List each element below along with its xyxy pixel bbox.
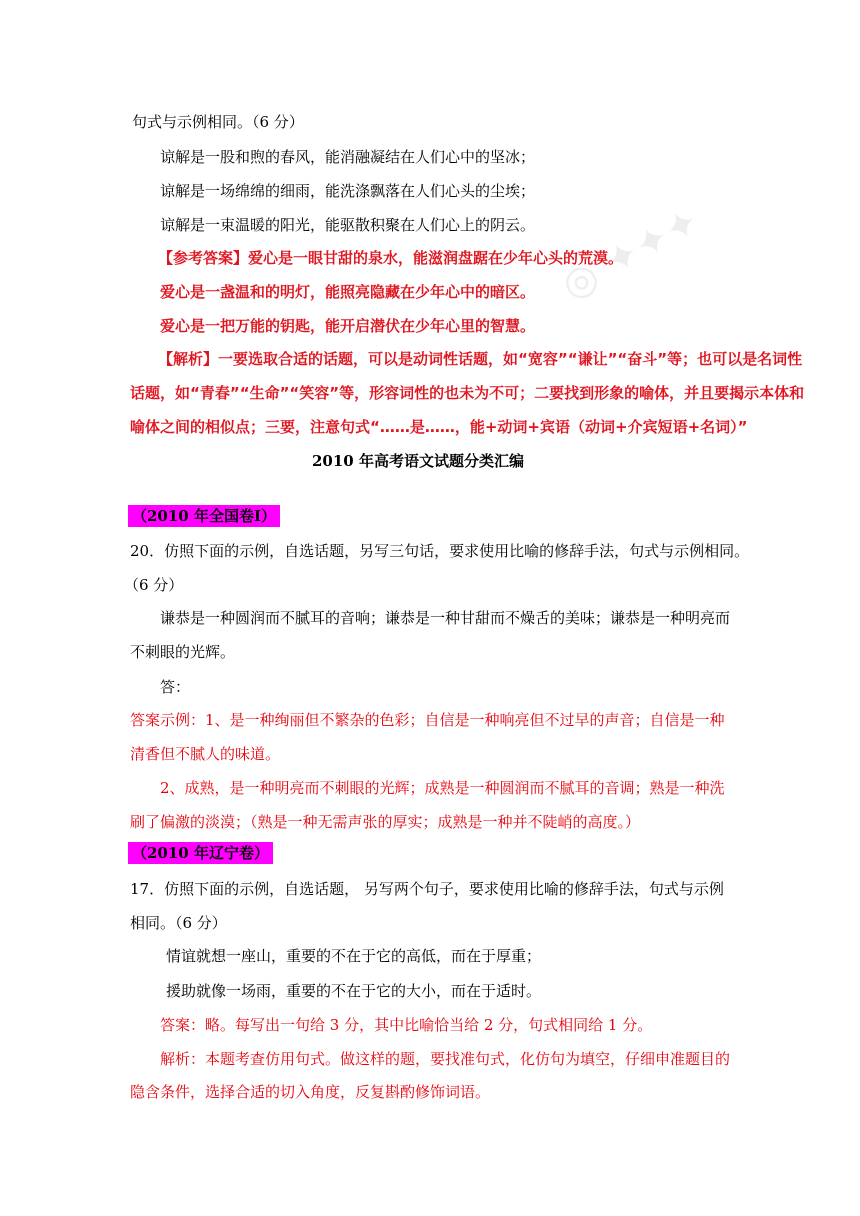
answer-example-2: 清香但不腻人的味道。 — [130, 745, 281, 763]
example-line-2: 谅解是一场绵绵的细雨，能洗涤飘落在人们心头的尘埃； — [160, 182, 536, 200]
reference-answer-3: 爱心是一把万能的钥匙，能开启潜伏在少年心里的智慧。 — [160, 317, 536, 335]
analysis-17-line-2: 隐含条件，选择合适的切入角度，反复斟酌修饰词语。 — [130, 1083, 491, 1101]
question-20-line-1: 20．仿照下面的示例，自选话题，另写三句话，要求使用比喻的修辞手法，句式与示例相同。 — [130, 542, 750, 560]
example-friendship: 情谊就想一座山，重要的不在于它的高低，而在于厚重； — [166, 947, 542, 965]
answer-example-4: 刷了偏激的淡漠；（熟是一种无需声张的厚实；成熟是一种并不陡峭的高度。） — [130, 813, 641, 831]
question-17-line-2: 相同。（6 分） — [130, 914, 227, 932]
example-line-1: 谅解是一股和煦的春风，能消融凝结在人们心中的坚冰； — [160, 148, 536, 166]
analysis-17-line-1: 解析：本题考查仿用句式。做这样的题，要找准句式，化仿句为填空，仔细申准题目的 — [160, 1050, 731, 1068]
source-tag-national-1: （2010 年全国卷Ⅰ） — [128, 505, 280, 527]
question-tail: 句式与示例相同。（6 分） — [132, 113, 304, 131]
analysis-line-2: 话题，如“青春”“生命”“笑容”等，形容词性的也未为不可；二要找到形象的喻体，并且要揭示本体和 — [130, 384, 805, 402]
analysis-line-1: 【解析】一要选取合适的话题，可以是动词性话题，如“宽容”“谦让”“奋斗”等；也可以是名词性 — [158, 350, 803, 368]
section-title: 2010 年高考语文试题分类汇编 — [312, 452, 524, 470]
answer-prompt: 答： — [160, 678, 191, 696]
question-20-line-2: （6 分） — [124, 576, 184, 594]
analysis-line-3: 喻体之间的相似点；三要，注意句式“……是……，能+动词+宾语（动词+介宾短语+名词）” — [130, 418, 748, 436]
answer-example-1: 答案示例：1、是一种绚丽但不繁杂的色彩；自信是一种响亮但不过早的声音；自信是一种 — [130, 711, 725, 729]
answer-scoring: 答案：略。每写出一句给 3 分，其中比喻恰当给 2 分，句式相同给 1 分。 — [160, 1016, 653, 1034]
example-line-3: 谅解是一束温暖的阳光，能驱散积聚在人们心上的阴云。 — [160, 216, 536, 234]
example-modesty-1: 谦恭是一种圆润而不腻耳的音响；谦恭是一种甘甜而不燥舌的美味；谦恭是一种明亮而 — [160, 609, 731, 627]
question-17-line-1: 17．仿照下面的示例，自选话题， 另写两个句子，要求使用比喻的修辞手法，句式与示例 — [130, 880, 724, 898]
reference-answer-1: 【参考答案】爱心是一眼甘甜的泉水，能滋润盘踞在少年心头的荒漠。 — [158, 249, 624, 267]
example-aid: 援助就像一场雨，重要的不在于它的大小，而在于适时。 — [166, 982, 542, 1000]
watermark-logo: ◎ ✦✦✦ — [554, 198, 708, 309]
reference-answer-2: 爱心是一盏温和的明灯，能照亮隐藏在少年心中的暗区。 — [160, 283, 536, 301]
example-modesty-2: 不刺眼的光辉。 — [130, 643, 236, 661]
source-tag-liaoning: （2010 年辽宁卷） — [128, 842, 273, 864]
answer-example-3: 2、成熟，是一种明亮而不刺眼的光辉；成熟是一种圆润而不腻耳的音调；熟是一种洗 — [160, 779, 725, 797]
